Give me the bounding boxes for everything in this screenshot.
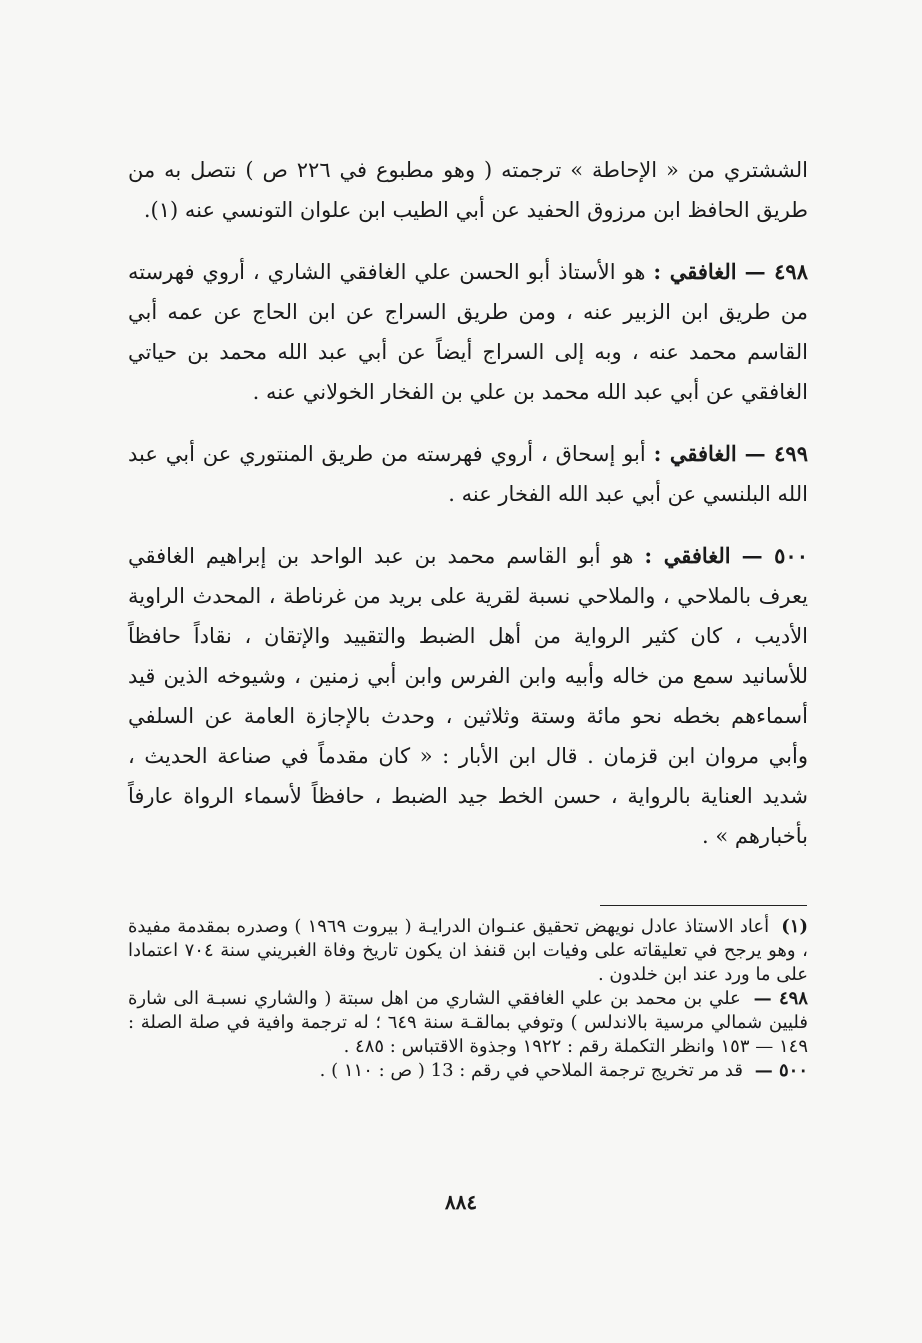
- entry-name: الغافقي :: [644, 543, 731, 568]
- continuation-paragraph: الششتري من « الإحاطة » ترجمته ( وهو مطبوع في ٢٢٦ ص ) نتصل به من طريق الحافظ ابن مرزوق الحفيد عن أبي الطيب ابن علوان التونسي عنه (١).: [128, 158, 808, 222]
- entry-name: الغافقي :: [653, 259, 737, 284]
- footnote-divider: [600, 905, 807, 906]
- footnote-text: قد مر تخريج ترجمة الملاحي في رقم : 13 ( ص : ١١٠ ) .: [319, 1060, 743, 1081]
- entry-text: أبو إسحاق ، أروي فهرسته من طريق المنتوري عن أبي عبد الله البلنسي عن أبي عبد الله الفخار عنه .: [128, 442, 808, 506]
- footnote-text: علي بن محمد بن علي الغافقي الشاري من اهل سبتة ( والشاري نسبـة الى شارة فليين شمالي مرسية بالاندلس ) وتوفي بمالقـة سنة ٦٤٩ ؛ له ترجمة وافية في صلة الصلة : ١٤٩ — ١٥٣ وانظر التكملة رقم : ١٩٢٢ وجذوة الاقتباس : ٤٨٥ .: [128, 988, 808, 1057]
- footnote-label: ٤٩٨ —: [753, 988, 808, 1009]
- entry-number: ٤٩٨ —: [744, 259, 808, 284]
- footnotes: [128, 915, 808, 1083]
- entry-number: ٥٠٠ —: [741, 543, 808, 568]
- entry-500: [128, 536, 808, 856]
- footnote-498: [128, 987, 808, 1059]
- entry-text: هو أبو القاسم محمد بن عبد الواحد بن إبراهيم الغافقي يعرف بالملاحي ، والملاحي نسبة لقرية على بريد من غرناطة ، المحدث الراوية الأديب ، كان كثير الرواية من أهل الضبط والتقييد والإتقان ، نقاداً حافظاً للأسانيد سمع من خاله وأبيه وابن الفرس وابن أبي زمنين ، وشيوخه الذين قيد أسماءهم بخطه نحو مائة وستة وثلاثين ، وحدث بالإجازة العامة عن السلفي وأبي مروان ابن قزمان . قال ابن الأبار : « كان مقدماً في صناعة الحديث ، شديد العناية بالرواية ، حسن الخط جيد الضبط ، حافظاً لأسماء الرواة عارفاً بأخبارهم » .: [128, 544, 808, 848]
- entry-number: ٤٩٩ —: [744, 441, 808, 466]
- main-text: [128, 150, 808, 878]
- footnote-label: ٥٠٠ —: [754, 1060, 808, 1081]
- footnote-1: [128, 915, 808, 987]
- entry-498: [128, 252, 808, 412]
- footnote-500: [128, 1059, 808, 1083]
- page-number: ٨٨٤: [444, 1190, 478, 1214]
- footnote-text: أعاد الاستاذ عادل نويهض تحقيق عنـوان الدرايـة ( بيروت ١٩٦٩ ) وصدره بمقدمة مفيدة ، وهو يرجح في تعليقاته على وفيات ابن قنفذ ان يكون تاريخ وفاة الغبريني سنة ٧٠٤ اعتمادا على ما ورد عند ابن خلدون .: [128, 916, 808, 985]
- entry-name: الغافقي :: [653, 441, 737, 466]
- footnote-label: (١): [781, 916, 808, 937]
- entry-499: [128, 434, 808, 514]
- entry-text: هو الأستاذ أبو الحسن علي الغافقي الشاري ، أروي فهرسته من طريق ابن الزبير عنه ، ومن طريق السراج عن ابن الحاج عن عمه أبي القاسم محمد عنه ، وبه إلى السراج أيضاً عن أبي عبد الله محمد بن حياتي الغافقي عن أبي عبد الله محمد بن علي بن الفخار الخولاني عنه .: [128, 260, 808, 404]
